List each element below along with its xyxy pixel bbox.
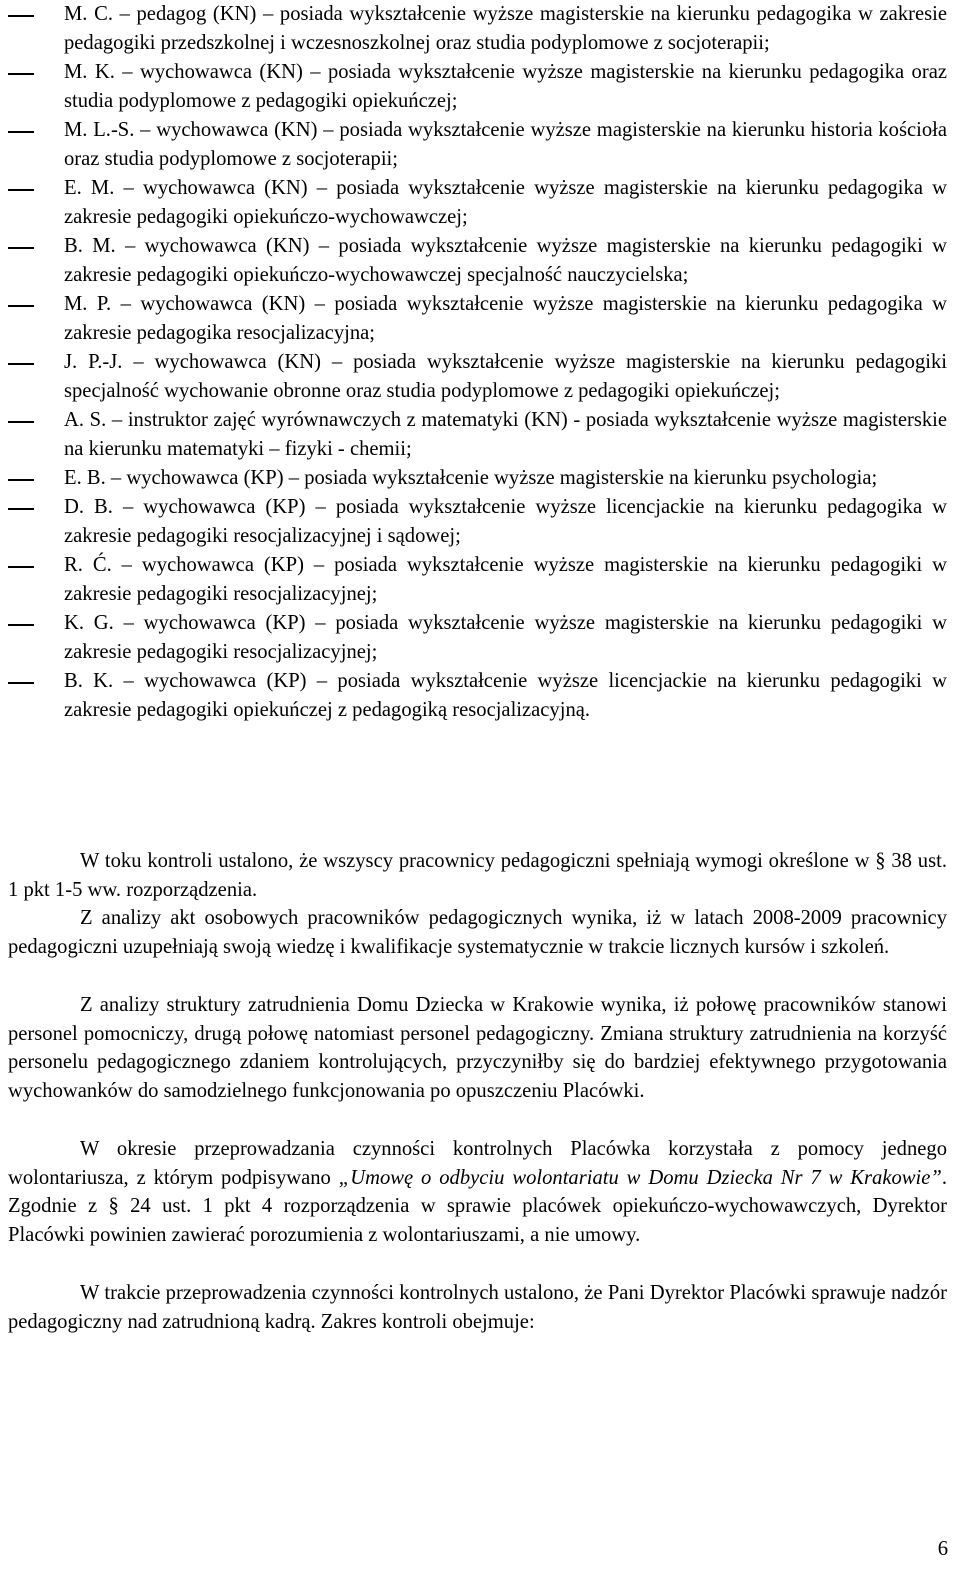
list-item: J. P.-J. – wychowawca (KN) – posiada wykształcenie wyższe magisterskie na kierunku pedagogiki specjalność wychowanie obronne oraz studia podyplomowe z pedagogiki opiekuńczej; bbox=[0, 348, 960, 406]
list-item: M. K. – wychowawca (KN) – posiada wykształcenie wyższe magisterskie na kierunku pedagogika oraz studia podyplomowe z pedagogiki opiekuńczej; bbox=[0, 58, 960, 116]
dash-bullet-icon bbox=[8, 421, 34, 423]
list-item: K. G. – wychowawca (KP) – posiada wykształcenie wyższe magisterskie na kierunku pedagogiki w zakresie pedagogiki resocjalizacyjnej; bbox=[0, 609, 960, 667]
body-paragraphs bbox=[8, 847, 947, 1336]
dash-bullet-icon bbox=[8, 479, 34, 481]
paragraph-requirements: W toku kontroli ustalono, że wszyscy pracownicy pedagogiczni spełniają wymogi określone w § 38 ust. 1 pkt 1-5 ww. rozporządzenia. bbox=[8, 850, 947, 901]
paragraph-personnel-files: Z analizy akt osobowych pracowników pedagogicznych wynika, iż w latach 2008-2009 pracownicy pedagogiczni uzupełniają swoją wiedzę i kwalifikacje systematycznie w trakcie licznych kursów i szkoleń. bbox=[8, 907, 947, 958]
dash-bullet-icon bbox=[8, 508, 34, 510]
dash-bullet-icon bbox=[8, 189, 34, 191]
dash-bullet-icon bbox=[8, 363, 34, 365]
list-item: A. S. – instruktor zajęć wyrównawczych z matematyki (KN) - posiada wykształcenie wyższe magisterskie na kierunku matematyki – fizyki - chemii; bbox=[0, 406, 960, 464]
paragraph-employment-structure: Z analizy struktury zatrudnienia Domu Dziecka w Krakowie wynika, iż połowę pracowników stanowi personel pomocniczy, drugą połowę natomiast personel pedagogiczny. Zmiana struktury zatrudnienia na korzyść personelu pedagogicznego zdaniem kontrolujących, przyczyniłby się do bardziej efektywnego przygotowania wychowanków do samodzielnego funkcjonowania po opuszczeniu Placówki. bbox=[8, 994, 947, 1102]
dash-bullet-icon bbox=[8, 682, 34, 684]
dash-bullet-icon bbox=[8, 566, 34, 568]
page-number: 6 bbox=[937, 1538, 948, 1560]
list-item: E. M. – wychowawca (KN) – posiada wykształcenie wyższe magisterskie na kierunku pedagogika w zakresie pedagogiki opiekuńczo-wychowawczej; bbox=[0, 174, 960, 232]
dash-bullet-icon bbox=[8, 624, 34, 626]
list-item: E. B. – wychowawca (KP) – posiada wykształcenie wyższe magisterskie na kierunku psychologia; bbox=[0, 464, 960, 493]
list-item: M. C. – pedagog (KN) – posiada wykształcenie wyższe magisterskie na kierunku pedagogika w zakresie pedagogiki przedszkolnej i wczesnoszkolnej oraz studia podyplomowe z socjoterapii; bbox=[0, 0, 960, 58]
list-item: M. P. – wychowawca (KN) – posiada wykształcenie wyższe magisterskie na kierunku pedagogika w zakresie pedagogika resocjalizacyjna; bbox=[0, 290, 960, 348]
list-item: R. Ć. – wychowawca (KP) – posiada wykształcenie wyższe magisterskie na kierunku pedagogiki w zakresie pedagogiki resocjalizacyjnej; bbox=[0, 551, 960, 609]
dash-bullet-icon bbox=[8, 305, 34, 307]
paragraph-volunteer: W okresie przeprowadzania czynności kontrolnych Placówka korzystała z pomocy jednego wolontariusza, z którym podpisywano „Umowę o odbyciu wolontariatu w Domu Dziecka Nr 7 w Krakowie”. Zgodnie z § 24 ust. 1 pkt 4 rozporządzenia w sprawie placówek opiekuńczo-wychowawczych, Dyrektor Placówki powinien zawierać porozumienia z wolontariuszami, a nie umowy. bbox=[8, 1138, 948, 1246]
dash-bullet-icon bbox=[8, 131, 34, 133]
dash-bullet-icon bbox=[8, 73, 34, 75]
list-item: B. M. – wychowawca (KN) – posiada wykształcenie wyższe magisterskie na kierunku pedagogiki w zakresie pedagogiki opiekuńczo-wychowawczej specjalność nauczycielska; bbox=[0, 232, 960, 290]
paragraph-supervision: W trakcie przeprowadzenia czynności kontrolnych ustalono, że Pani Dyrektor Placówki sprawuje nadzór pedagogiczny nad zatrudnioną kadrą. Zakres kontroli obejmuje: bbox=[8, 1282, 947, 1333]
agreement-title: „Umowę o odbyciu wolontariatu w Domu Dziecka Nr 7 w Krakowie” bbox=[338, 1166, 942, 1189]
dash-bullet-icon bbox=[8, 15, 34, 17]
list-item: B. K. – wychowawca (KP) – posiada wykształcenie wyższe licencjackie na kierunku pedagogiki w zakresie pedagogiki opiekuńczej z pedagogiką resocjalizacyjną. bbox=[0, 667, 960, 725]
list-item: D. B. – wychowawca (KP) – posiada wykształcenie wyższe licencjackie na kierunku pedagogika w zakresie pedagogiki resocjalizacyjnej i sądowej; bbox=[0, 493, 960, 551]
staff-qualifications-list bbox=[0, 0, 960, 725]
dash-bullet-icon bbox=[8, 247, 34, 249]
list-item: M. L.-S. – wychowawca (KN) – posiada wykształcenie wyższe magisterskie na kierunku historia kościoła oraz studia podyplomowe z socjoterapii; bbox=[0, 116, 960, 174]
